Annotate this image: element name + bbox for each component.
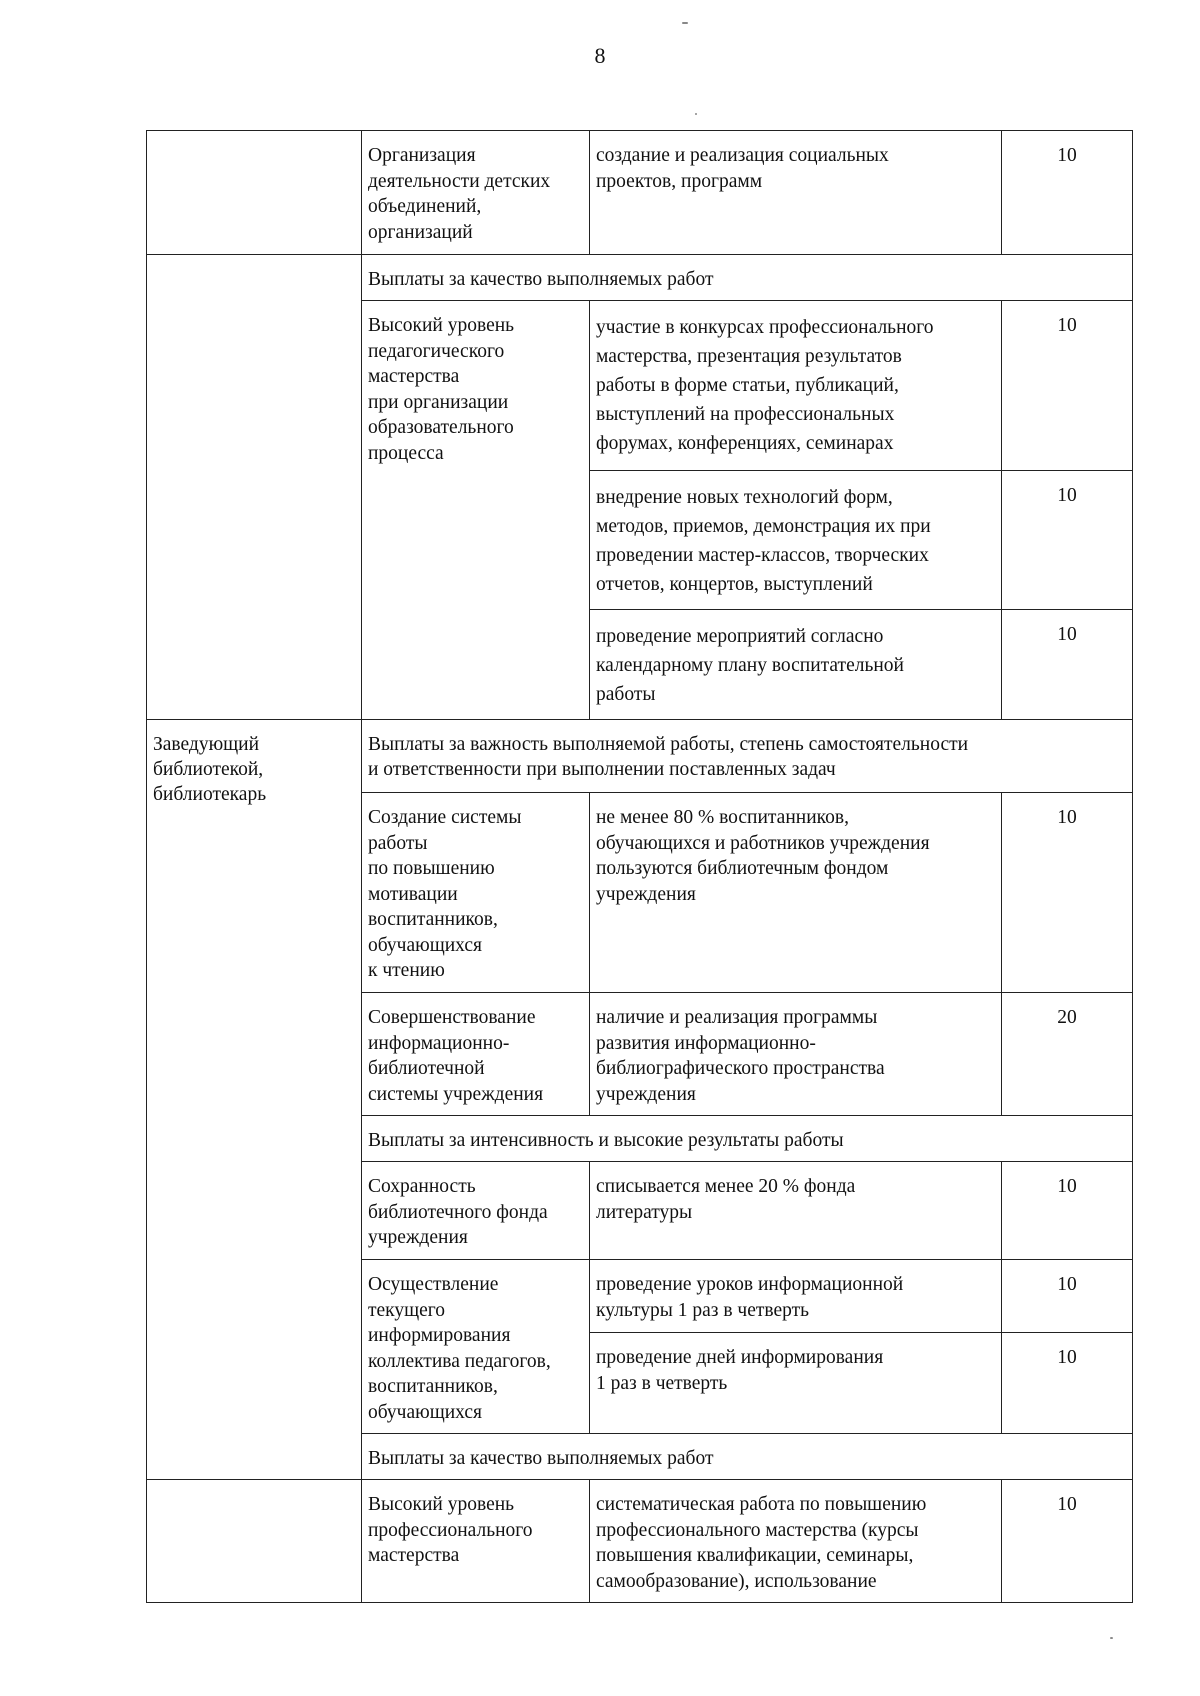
indicator-cell: систематическая работа по повышению профессионального мастерства (курсы повышения квалификации, семинары, самообразование), использование (590, 1480, 1002, 1603)
section-heading: Выплаты за интенсивность и высокие результаты работы (362, 1116, 1133, 1162)
indicator-cell: списывается менее 20 % фонда литературы (590, 1162, 1002, 1260)
value-cell: 10 (1002, 793, 1133, 993)
position-cell (147, 255, 362, 301)
section-heading: Выплаты за качество выполняемых работ (362, 255, 1133, 301)
page-number: 8 (594, 43, 606, 68)
criterion-cell: Высокий уровень профессионального мастерства (362, 1480, 590, 1603)
scan-speck (695, 113, 697, 115)
section-row (147, 255, 1133, 301)
table-row (147, 131, 1133, 255)
section-heading: Выплаты за качество выполняемых работ (362, 1434, 1133, 1480)
value-cell: 10 (1002, 301, 1133, 471)
scan-speck (1110, 1637, 1113, 1639)
value-cell: 10 (1002, 1260, 1133, 1333)
criterion-cell: Сохранность библиотечного фонда учреждения (362, 1162, 590, 1260)
criterion-cell: Совершенствование информационно- библиотечной системы учреждения (362, 993, 590, 1116)
section-row (147, 720, 1133, 793)
position-cell (147, 301, 362, 471)
table-row (147, 1480, 1133, 1603)
position-cell (147, 610, 362, 720)
payments-criteria-table (146, 130, 1133, 1603)
indicator-cell: не менее 80 % воспитанников, обучающихся и работников учреждения пользуются библиотечным фондом учреждения (590, 793, 1002, 993)
indicator-cell: проведение дней информирования 1 раз в четверть (590, 1333, 1002, 1434)
value-cell: 10 (1002, 1333, 1133, 1434)
table-row (147, 301, 1133, 471)
criterion-cell: Организация деятельности детских объединений, организаций (362, 131, 590, 255)
indicator-cell: внедрение новых технологий форм, методов, приемов, демонстрация их при проведении мастер-классов, творческих отчетов, концертов, выступлений (590, 471, 1002, 610)
section-heading: Выплаты за важность выполняемой работы, степень самостоятельности и ответственности при выполнении поставленных задач (362, 720, 1133, 793)
position-cell: Заведующий библиотекой, библиотекарь (147, 720, 362, 1480)
indicator-cell: проведение мероприятий согласно календарному плану воспитательной работы (590, 610, 1002, 720)
indicator-cell: участие в конкурсах профессионального мастерства, презентация результатов работы в форме статьи, публикаций, выступлений на профессиональных форумах, конференциях, семинарах (590, 301, 1002, 471)
criterion-cell: Осуществление текущего информирования коллектива педагогов, воспитанников, обучающихся (362, 1260, 590, 1434)
criterion-cell: Создание системы работы по повышению мотивации воспитанников, обучающихся к чтению (362, 793, 590, 993)
indicator-cell: проведение уроков информационной культуры 1 раз в четверть (590, 1260, 1002, 1333)
value-cell: 10 (1002, 1480, 1133, 1603)
position-cell (147, 1480, 362, 1603)
value-cell: 10 (1002, 1162, 1133, 1260)
position-cell (147, 471, 362, 610)
indicator-cell: наличие и реализация программы развития информационно- библиографического пространства учреждения (590, 993, 1002, 1116)
indicator-cell: создание и реализация социальных проектов, программ (590, 131, 1002, 255)
position-cell (147, 131, 362, 255)
table-row (147, 471, 1133, 610)
value-cell: 10 (1002, 471, 1133, 610)
scan-speck (682, 22, 688, 24)
value-cell: 10 (1002, 131, 1133, 255)
table-row (147, 610, 1133, 720)
value-cell: 10 (1002, 610, 1133, 720)
value-cell: 20 (1002, 993, 1133, 1116)
criterion-cell: Высокий уровень педагогического мастерства при организации образовательного процесса (362, 301, 590, 720)
